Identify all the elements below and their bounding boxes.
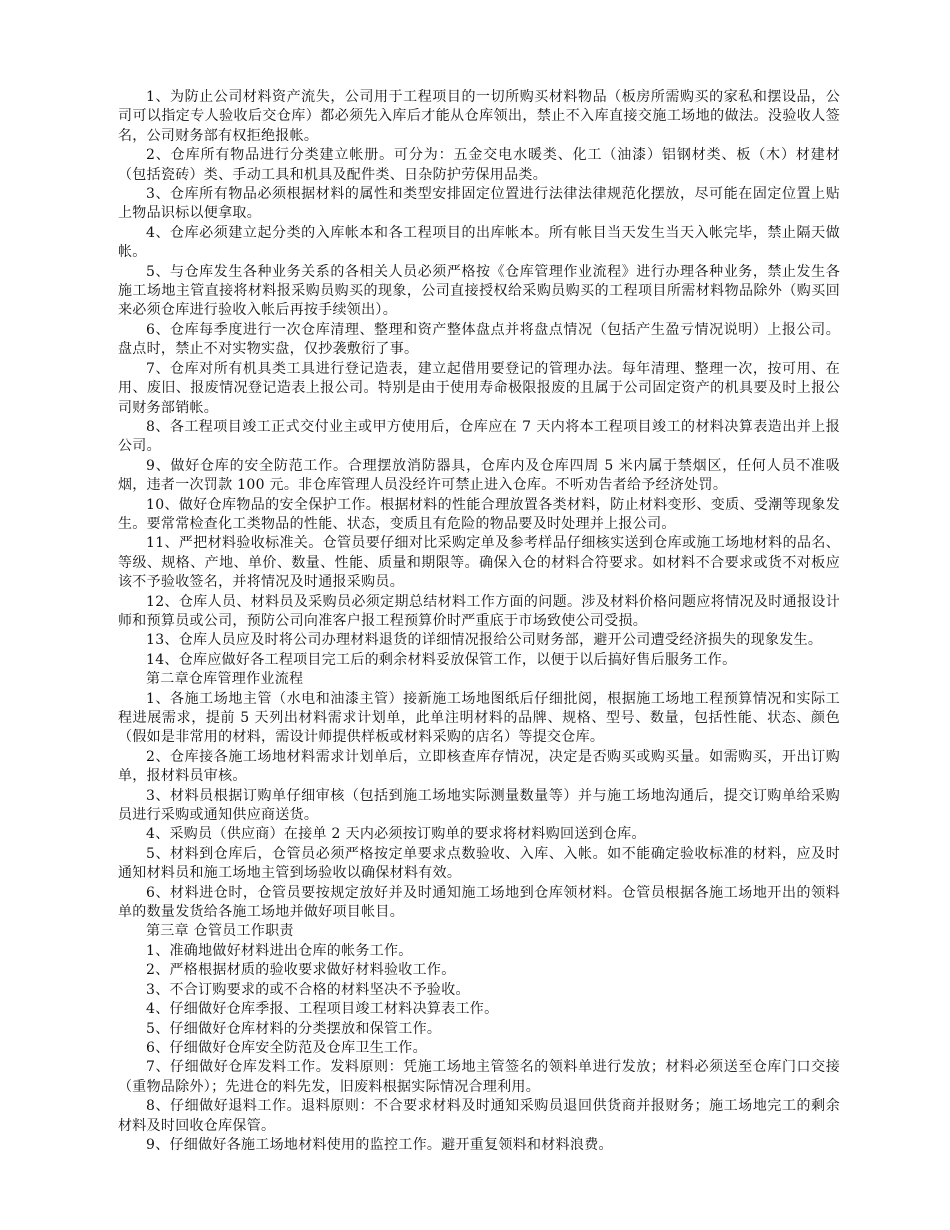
duty-5: 5、仔细做好仓库材料的分类摆放和保管工作。 bbox=[146, 1020, 442, 1037]
rule-3: 3、仓库所有物品必须根据材料的属性和类型安排固定位置进行法律法律规范化摆放，尽可能在固定位置上贴上物品识标以便拿取。 bbox=[118, 186, 840, 222]
process-step-4: 4、采购员（供应商）在接单 2 天内必须按订购单的要求将材料购回送到仓库。 bbox=[146, 826, 646, 843]
duty-4: 4、仔细做好仓库季报、工程项目竣工材料决算表工作。 bbox=[146, 1001, 499, 1018]
rule-1: 1、为防止公司材料资产流失，公司用于工程项目的一切所购买材料物品（板房所需购买的家私和摆设品，公司可以指定专人验收后交仓库）都必须先入库后才能从仓库领出，禁止不入库直接交施工场地的做法。没验收人签名，公司财务部有权拒绝报帐。 bbox=[118, 89, 840, 144]
duty-8: 8、仔细做好退料工作。退料原则：不合要求材料及时通知采购员退回供货商并报财务；施工场地完工的剩余材料及时回收仓库保管。 bbox=[118, 1098, 840, 1134]
process-step-1: 1、各施工场地主管（水电和油漆主管）接新施工场地图纸后仔细批阅，根据施工场地工程预算情况和实际工程进展需求，提前 5 天列出材料需求计划单，此单注明材料的品牌、规格、型号、数量，包括性能、状态、颜色（假如是非常用的材料，需设计师提供样板或材料采购的店名）等提交仓库。 bbox=[118, 690, 840, 746]
rule-13: 13、仓库人员应及时将公司办理材料退货的详细情况报给公司财务部，避开公司遭受经济损失的现象发生。 bbox=[146, 632, 823, 649]
process-step-6: 6、材料进仓时，仓管员要按规定放好并及时通知施工场地到仓库领材料。仓管员根据各施工场地开出的领料单的数量发货给各施工场地并做好项目帐目。 bbox=[118, 884, 840, 921]
duty-3: 3、不合订购要求的或不合格的材料坚决不予验收。 bbox=[146, 981, 470, 998]
process-step-2: 2、仓库接各施工场地材料需求计划单后，立即核查库存情况，决定是否购买或购买量。如需购买，开出订购单，报材料员审核。 bbox=[118, 748, 840, 785]
duty-6: 6、仔细做好仓库安全防范及仓库卫生工作。 bbox=[146, 1039, 427, 1056]
rule-10: 10、做好仓库物品的安全保护工作。根据材料的性能合理放置各类材料，防止材料变形、变质、受潮等现象发生。要常常检查化工类物品的性能、状态，变质且有危险的物品要及时处理并上报公司。 bbox=[118, 496, 840, 532]
rule-14: 14、仓库应做好各工程项目完工后的剩余材料妥放保管工作，以便于以后搞好售后服务工作。 bbox=[146, 651, 737, 668]
chapter-2-title: 第二章仓库管理作业流程 bbox=[146, 671, 304, 688]
process-step-5: 5、材料到仓库后，仓管员必须严格按定单要求点数验收、入库、入帐。如不能确定验收标准的材料，应及时通知材料员和施工场地主管到场验收以确保材料有效。 bbox=[118, 845, 840, 882]
chapter-3 bbox=[118, 922, 840, 1155]
rule-11: 11、严把材料验收标准关。仓管员要仔细对比采购定单及参考样品仔细核实送到仓库或施工场地材料的品名、等级、规格、产地、单价、数量、性能、质量和期限等。确保入仓的材料合符要求。如材料不合要求或货不对板应该不予验收签名，并将情况及时通报采购员。 bbox=[118, 535, 840, 591]
document-page bbox=[118, 88, 840, 1155]
section-warehouse-rules bbox=[118, 88, 840, 670]
rule-8: 8、各工程项目竣工正式交付业主或甲方使用后，仓库应在 7 天内将本工程项目竣工的材料决算表造出并上报公司。 bbox=[118, 418, 840, 455]
rule-9: 9、做好仓库的安全防范工作。合理摆放消防器具，仓库内及仓库四周 5 米内属于禁烟区，任何人员不准吸烟，违者一次罚款 100 元。非仓库管理人员没经许可禁止进入仓库。不听劝告者给予经济处罚。 bbox=[118, 457, 840, 494]
rule-4: 4、仓库必须建立起分类的入库帐本和各工程项目的出库帐本。所有帐目当天发生当天入帐完毕，禁止隔天做帐。 bbox=[118, 224, 840, 261]
rule-5: 5、与仓库发生各种业务关系的各相关人员必须严格按《仓库管理作业流程》进行办理各种业务，禁止发生各施工场地主管直接将材料报采购员购买的现象，公司直接授权给采购员购买的工程项目所需材料物品除外（购买回来必须仓库进行验收入帐后再按手续领出）。 bbox=[118, 263, 840, 319]
rule-7: 7、仓库对所有机具类工具进行登记造表，建立起借用要登记的管理办法。每年清理、整理一次，按可用、在用、废旧、报废情况登记造表上报公司。特别是由于使用寿命极限报废的且属于公司固定资产的机具要及时上报公司财务部销帐。 bbox=[118, 360, 840, 416]
duty-9: 9、仔细做好各施工场地材料使用的监控工作。避开重复领料和材料浪费。 bbox=[146, 1136, 613, 1153]
duty-7: 7、仔细做好仓库发料工作。发料原则：凭施工场地主管签名的领料单进行发放；材料必须送至仓库门口交接（重物品除外）；先进仓的料先发，旧废料根据实际情况合理利用。 bbox=[118, 1059, 840, 1095]
chapter-3-title: 第三章 仓管员工作职责 bbox=[146, 923, 294, 940]
rule-6: 6、仓库每季度进行一次仓库清理、整理和资产整体盘点并将盘点情况（包括产生盈亏情况说明）上报公司。盘点时，禁止不对实物实盘，仅抄袭敷衍了事。 bbox=[118, 321, 840, 358]
process-step-3: 3、材料员根据订购单仔细审核（包括到施工场地实际测量数量等）并与施工场地沟通后，提交订购单给采购员进行采购或通知供应商送货。 bbox=[118, 787, 840, 824]
duty-2: 2、严格根据材质的验收要求做好材料验收工作。 bbox=[146, 962, 456, 979]
rule-2: 2、仓库所有物品进行分类建立帐册。可分为：五金交电水暖类、化工（油漆）铝钢材类、板（木）材建材（包括瓷砖）类、手动工具和机具及配件类、日杂防护劳保用品类。 bbox=[118, 147, 840, 183]
rule-12: 12、仓库人员、材料员及采购员必须定期总结材料工作方面的问题。涉及材料价格问题应将情况及时通报设计师和预算员或公司，预防公司向准客户报工程预算价时严重底于市场致使公司受损。 bbox=[118, 593, 840, 629]
duty-1: 1、准确地做好材料进出仓库的帐务工作。 bbox=[146, 942, 413, 959]
chapter-2 bbox=[118, 670, 840, 922]
